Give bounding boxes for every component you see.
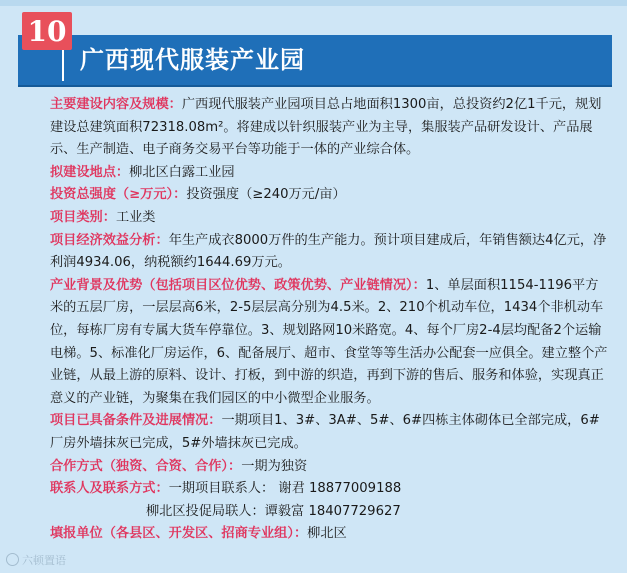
location-label: 拟建设地点： — [50, 164, 130, 180]
unit-paragraph — [50, 523, 610, 546]
contact-second-line — [50, 501, 610, 524]
intensity-text: 投资强度（≥240万元/亩） — [186, 187, 346, 203]
contact-paragraph — [50, 478, 610, 501]
item-number-badge: 10 — [22, 12, 72, 50]
page-title: 广西现代服装产业园 — [80, 46, 305, 74]
location-text: 柳北区白露工业园 — [129, 164, 235, 180]
unit-text: 柳北区 — [307, 526, 347, 542]
cooperation-text: 一期为独资 — [241, 458, 308, 474]
title-banner — [18, 35, 612, 85]
cooperation-paragraph — [50, 456, 610, 479]
watermark — [6, 553, 66, 568]
top-strip — [0, 0, 627, 6]
unit-label: 填报单位（各县区、开发区、招商专业组）： — [50, 526, 308, 542]
progress-text: 一期项目1、3#、3A#、5#、6#四栋主体砌体已全部完成，6#厂房外墙抹灰已完成，5#外墙抹灰已完成。 — [50, 413, 600, 451]
construction-label: 主要建设内容及规模： — [50, 97, 182, 112]
project-details — [50, 94, 610, 546]
intensity-label: 投资总强度（≥万元）： — [50, 187, 187, 203]
location-paragraph — [50, 162, 610, 185]
contact-label: 联系人及联系方式： — [50, 481, 169, 497]
benefit-text: 年生产成衣8000万件的生产能力。预计项目建成后，年销售额达4亿元，净利润4934.06，纳税额约1644.69万元。 — [50, 232, 607, 271]
background-paragraph — [50, 275, 610, 411]
watermark-logo-icon — [6, 553, 19, 566]
category-paragraph — [50, 207, 610, 230]
contact-line-1: 一期项目联系人： 谢君 18877009188 — [168, 481, 402, 497]
benefit-label: 项目经济效益分析： — [50, 232, 169, 248]
progress-label: 项目已具备条件及进展情况： — [50, 413, 222, 429]
category-text: 工业类 — [115, 209, 156, 225]
benefit-paragraph — [50, 230, 610, 275]
progress-paragraph — [50, 410, 610, 455]
intensity-paragraph — [50, 184, 610, 207]
construction-text: 广西现代服装产业园项目总占地面积1300亩，总投资约2亿1千元，规划建设总建筑面积72318.08m²。将建成以针织服装产业为主导，集服装产品研发设计、产品展示、生产制造、电子商务交易平台等功能于一体的产业综合体。 — [50, 97, 602, 158]
watermark-text: 六顿置语 — [22, 554, 66, 567]
cooperation-label: 合作方式（独资、合资、合作）： — [50, 458, 242, 474]
construction-paragraph — [50, 94, 610, 162]
category-label: 项目类别： — [50, 209, 116, 225]
contact-line-2: 柳北区投促局联人：谭毅富 18407729627 — [146, 503, 401, 519]
background-text: 1、单层面积1154-1196平方米的五层厂房，一层层高6米，2-5层层高分别为4.5米。2、210个机动车位，1434个非机动车位，每栋厂房有专属大货车停靠位。3、规划路网10米路宽。4、每个厂房2-4层均配备2个运输电梯。5、标准化厂房运作，6、配备展厅、超市、食堂等等生活办公配套一应俱全。建立整个产业链，从最上游的原料、设计、打板，到中游的织造，再到下游的售后、服务和体验，实现真正意义的产业链，为聚集在我们园区的中小微型企业服务。 — [50, 277, 608, 406]
background-label: 产业背景及优势（包括项目区位优势、政策优势、产业链情况）： — [50, 277, 426, 293]
